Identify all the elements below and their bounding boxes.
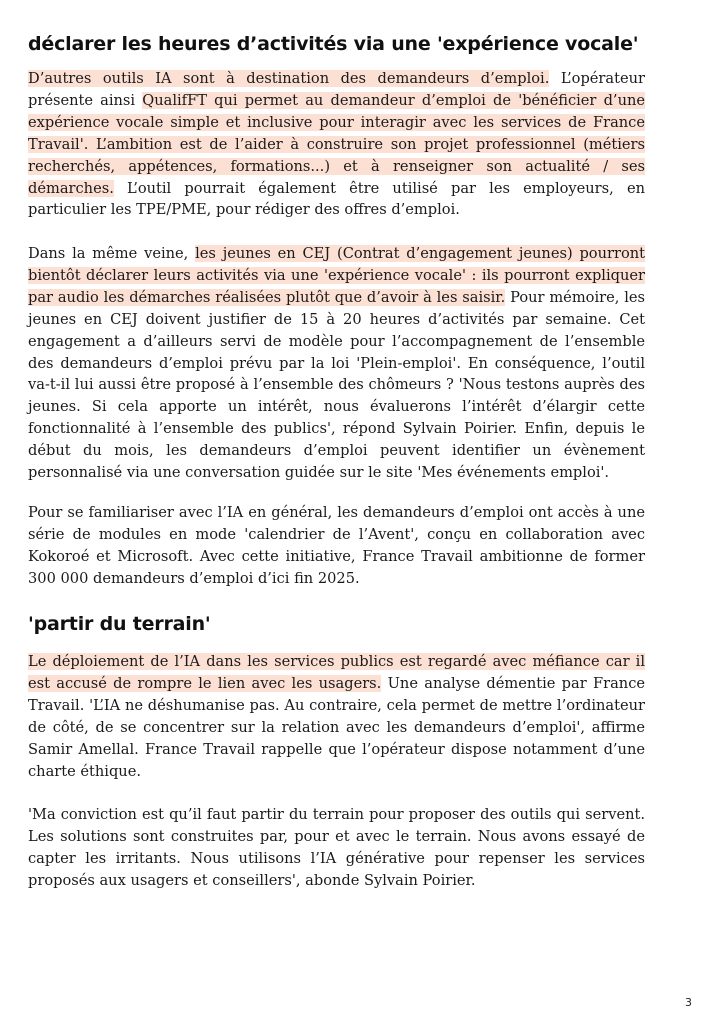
highlighted-text: D’autres outils IA sont à destination des demandeurs d’emploi. — [28, 70, 550, 87]
paragraph — [28, 651, 645, 782]
section-heading-vocal: déclarer les heures d’activités via une 'expérience vocale' — [28, 33, 639, 55]
text-run: L’opérateur présente ainsi — [28, 70, 645, 109]
page-number: 3 — [685, 996, 692, 1009]
text-run: L’outil pourrait également être utilisé par les employeurs, en particulier les TPE/PME, pour rédiger des offres d’emploi. — [28, 179, 645, 219]
paragraph — [28, 804, 645, 892]
text-run: Pour mémoire, les jeunes en CEJ doivent justifier de 15 à 20 heures d’activités par semaine. Cet engagement a d’ailleurs servi de modèle pour l’accompagnement de l’ensemble des demandeurs d’emploi prévu par la loi 'Plein-emploi'. En conséquence, l’outil va-t-il lui aussi être proposé à l’ensemble des chômeurs ? 'Nous testons auprès des jeunes. Si cela apporte un intérêt, nous évaluerons l’intérêt d’élargir cette fonctionnalité à l’ensemble des publics', répond Sylvain Poirier. Enfin, depuis le début du mois, les demandeurs d’emploi peuvent identifier un évènement personnalisé via une conversation guidée sur le site 'Mes événements emploi'. — [28, 288, 645, 482]
paragraph — [28, 68, 645, 221]
paragraph — [28, 502, 645, 590]
highlighted-text: QualifFT qui permet au demandeur d’emploi de 'bénéficier d’une expérience vocale simple et inclusive pour interagir avec les services de France Travail'. L’ambition est de l’aider à construire son projet professionnel (métiers recherchés, appétences, formations...) et à renseigner son actualité / ses démarches. — [28, 91, 646, 197]
paragraph — [28, 243, 645, 484]
text-run: 'Ma conviction est qu’il faut partir du terrain pour proposer des outils qui servent. Les solutions sont construites par, pour et avec le terrain. Nous avons essayé de capter les irritants. Nous utilisons l’IA générative pour repenser les services proposés aux usagers et conseillers', abonde Sylvain Poirier. — [28, 806, 645, 889]
highlighted-text: Le déploiement de l’IA dans les services publics est regardé avec méfiance car il est accusé de rompre le lien avec les usagers. — [28, 653, 645, 692]
text-run: Pour se familiariser avec l’IA en général, les demandeurs d’emploi ont accès à une série de modules en mode 'calendrier de l’Avent', conçu en collaboration avec Kokoroé et Microsoft. Avec cette initiative, France Travail ambitionne de former 300 000 demandeurs d’emploi d’ici fin 2025. — [28, 504, 645, 587]
section-heading-terrain: 'partir du terrain' — [28, 613, 211, 635]
text-run: Une analyse démentie par France Travail. 'L’IA ne déshumanise pas. Au contraire, cela permet de mettre l’ordinateur de côté, de se concentrer sur la relation avec les demandeurs d’emploi', affirme Samir Amellal. France Travail rappelle que l’opérateur dispose notamment d’une charte éthique. — [28, 674, 646, 780]
text-run: Dans la même veine, — [28, 245, 196, 262]
highlighted-text: les jeunes en CEJ (Contrat d’engagement jeunes) pourront bientôt déclarer leurs activités via une 'expérience vocale' : ils pourront expliquer par audio les démarches réalisées plutôt que d’avoir à les saisir. — [28, 245, 645, 306]
